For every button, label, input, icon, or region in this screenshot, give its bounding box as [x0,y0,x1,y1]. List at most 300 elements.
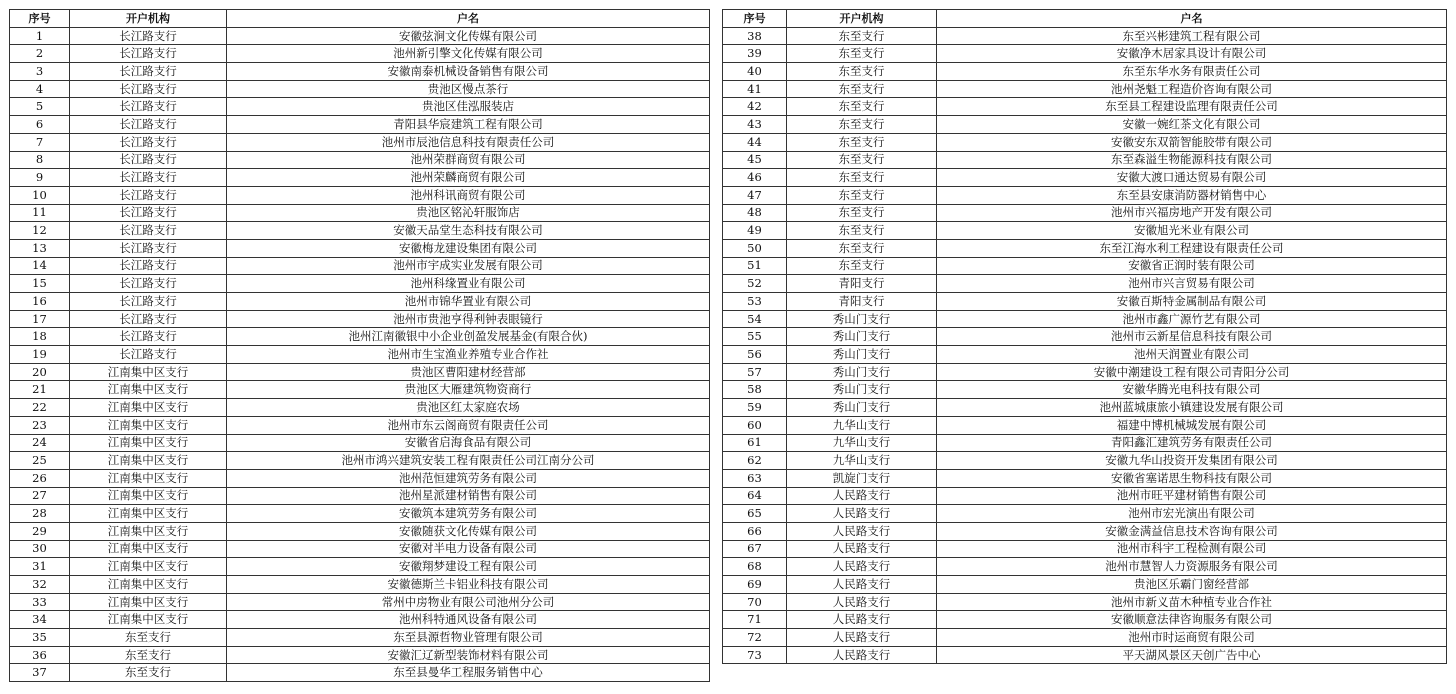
header-row [723,10,1447,28]
account-name-cell: 池州市贵池亨得利钟表眼镜行 [227,310,710,328]
table-row [10,239,710,257]
table-row [10,434,710,452]
seq-cell: 1 [10,27,70,45]
seq-cell: 14 [10,257,70,275]
table-row [10,27,710,45]
seq-cell: 31 [10,558,70,576]
branch-cell: 东至支行 [787,63,937,81]
table-row [723,275,1447,293]
branch-cell: 东至支行 [787,98,937,116]
account-name-cell: 安徽中潮建设工程有限公司青阳分公司 [937,363,1447,381]
seq-cell: 73 [723,646,787,664]
account-name-cell: 池州天润置业有限公司 [937,346,1447,364]
branch-cell: 长江路支行 [70,328,227,346]
branch-cell: 东至支行 [787,27,937,45]
branch-cell: 青阳支行 [787,293,937,311]
seq-cell: 28 [10,505,70,523]
account-name-cell: 安徽随获文化传媒有限公司 [227,522,710,540]
branch-cell: 九华山支行 [787,434,937,452]
branch-cell: 秀山门支行 [787,381,937,399]
branch-cell: 江南集中区支行 [70,558,227,576]
branch-cell: 东至支行 [787,133,937,151]
table-row [10,45,710,63]
branch-cell: 秀山门支行 [787,399,937,417]
table-row [723,522,1447,540]
branch-cell: 人民路支行 [787,505,937,523]
branch-cell: 江南集中区支行 [70,540,227,558]
table-row [723,558,1447,576]
account-name-cell: 安徽天品堂生态科技有限公司 [227,222,710,240]
branch-cell: 东至支行 [787,45,937,63]
table-row [10,80,710,98]
account-name-cell: 池州市鸿兴建筑安装工程有限责任公司江南分公司 [227,452,710,470]
seq-cell: 58 [723,381,787,399]
table-row [723,151,1447,169]
table-row [723,416,1447,434]
account-name-cell: 贵池区佳泓服装店 [227,98,710,116]
header-account-name: 户名 [227,10,710,28]
branch-cell: 长江路支行 [70,293,227,311]
table-row [10,169,710,187]
branch-cell: 江南集中区支行 [70,363,227,381]
branch-cell: 长江路支行 [70,27,227,45]
branch-cell: 东至支行 [787,116,937,134]
account-name-cell: 池州新引擎文化传媒有限公司 [227,45,710,63]
branch-cell: 人民路支行 [787,646,937,664]
seq-cell: 55 [723,328,787,346]
table-row [10,381,710,399]
account-name-cell: 东至森溢生物能源科技有限公司 [937,151,1447,169]
seq-cell: 24 [10,434,70,452]
branch-cell: 东至支行 [70,664,227,682]
table-row [723,505,1447,523]
account-name-cell: 安徽省正润时装有限公司 [937,257,1447,275]
seq-cell: 53 [723,293,787,311]
table-row [10,363,710,381]
branch-cell: 九华山支行 [787,416,937,434]
account-name-cell: 东至兴彬建筑工程有限公司 [937,27,1447,45]
seq-cell: 3 [10,63,70,81]
table-row [723,239,1447,257]
branch-cell: 人民路支行 [787,487,937,505]
table-row [10,452,710,470]
seq-cell: 46 [723,169,787,187]
seq-cell: 43 [723,116,787,134]
branch-cell: 长江路支行 [70,133,227,151]
branch-cell: 长江路支行 [70,222,227,240]
table-row [723,399,1447,417]
seq-cell: 7 [10,133,70,151]
table-row [723,381,1447,399]
seq-cell: 30 [10,540,70,558]
branch-cell: 人民路支行 [787,576,937,594]
branch-cell: 人民路支行 [787,558,937,576]
account-name-cell: 安徽顺意法律咨询服务有限公司 [937,611,1447,629]
seq-cell: 56 [723,346,787,364]
account-name-cell: 安徽翔梦建设工程有限公司 [227,558,710,576]
branch-cell: 九华山支行 [787,452,937,470]
account-name-cell: 池州江南徽银中小企业创盈发展基金(有限合伙) [227,328,710,346]
table-row [10,522,710,540]
seq-cell: 26 [10,469,70,487]
table-row [723,98,1447,116]
table-row [723,487,1447,505]
account-name-cell: 常州中房物业有限公司池州分公司 [227,593,710,611]
account-name-cell: 东至县曼华工程服务销售中心 [227,664,710,682]
table-row [10,133,710,151]
seq-cell: 65 [723,505,787,523]
seq-cell: 63 [723,469,787,487]
account-name-cell: 贵池区乐霸门窗经营部 [937,576,1447,594]
table-row [10,646,710,664]
seq-cell: 61 [723,434,787,452]
account-name-cell: 平天湖风景区天创广告中心 [937,646,1447,664]
account-name-cell: 安徽金满益信息技术咨询有限公司 [937,522,1447,540]
branch-cell: 江南集中区支行 [70,469,227,487]
seq-cell: 23 [10,416,70,434]
branch-cell: 长江路支行 [70,275,227,293]
account-name-cell: 贵池区慢点茶行 [227,80,710,98]
account-name-cell: 安徽安东双箭智能胶带有限公司 [937,133,1447,151]
account-name-cell: 池州市兴福房地产开发有限公司 [937,204,1447,222]
header-seq: 序号 [10,10,70,28]
account-name-cell: 池州市宇成实业发展有限公司 [227,257,710,275]
branch-cell: 青阳支行 [787,275,937,293]
seq-cell: 50 [723,239,787,257]
seq-cell: 33 [10,593,70,611]
account-name-cell: 安徽南泰机械设备销售有限公司 [227,63,710,81]
account-name-cell: 东至东华水务有限责任公司 [937,63,1447,81]
table-row [10,611,710,629]
header-seq: 序号 [723,10,787,28]
table-row [10,540,710,558]
account-name-cell: 池州市鑫广源竹艺有限公司 [937,310,1447,328]
account-name-cell: 池州市宏光演出有限公司 [937,505,1447,523]
seq-cell: 25 [10,452,70,470]
left-table-body [10,27,710,681]
table-row [10,310,710,328]
right-table-body [723,27,1447,664]
account-name-cell: 东至县源哲物业管理有限公司 [227,629,710,647]
seq-cell: 47 [723,186,787,204]
left-table [9,9,710,682]
branch-cell: 长江路支行 [70,80,227,98]
branch-cell: 江南集中区支行 [70,452,227,470]
branch-cell: 江南集中区支行 [70,593,227,611]
account-name-cell: 池州科特通风设备有限公司 [227,611,710,629]
seq-cell: 36 [10,646,70,664]
account-name-cell: 东至江海水利工程建设有限责任公司 [937,239,1447,257]
table-row [10,222,710,240]
branch-cell: 江南集中区支行 [70,434,227,452]
seq-cell: 64 [723,487,787,505]
branch-cell: 秀山门支行 [787,310,937,328]
table-row [10,98,710,116]
account-name-cell: 贵池区大雁建筑物资商行 [227,381,710,399]
account-name-cell: 安徽净木居家具设计有限公司 [937,45,1447,63]
seq-cell: 22 [10,399,70,417]
branch-cell: 东至支行 [70,646,227,664]
table-row [723,204,1447,222]
account-name-cell: 池州市锦华置业有限公司 [227,293,710,311]
branch-cell: 江南集中区支行 [70,487,227,505]
account-name-cell: 东至县工程建设监理有限责任公司 [937,98,1447,116]
seq-cell: 32 [10,576,70,594]
account-name-cell: 安徽筑本建筑劳务有限公司 [227,505,710,523]
account-name-cell: 池州科缘置业有限公司 [227,275,710,293]
table-row [10,576,710,594]
account-name-cell: 池州市云新星信息科技有限公司 [937,328,1447,346]
account-name-cell: 池州市兴言贸易有限公司 [937,275,1447,293]
account-name-cell: 池州尧魁工程造价咨询有限公司 [937,80,1447,98]
branch-cell: 东至支行 [787,239,937,257]
seq-cell: 6 [10,116,70,134]
account-name-cell: 池州范恒建筑劳务有限公司 [227,469,710,487]
seq-cell: 39 [723,45,787,63]
seq-cell: 40 [723,63,787,81]
account-name-cell: 青阳县华宸建筑工程有限公司 [227,116,710,134]
table-row [10,593,710,611]
seq-cell: 21 [10,381,70,399]
account-name-cell: 安徽百斯特金属制品有限公司 [937,293,1447,311]
branch-cell: 秀山门支行 [787,346,937,364]
table-row [723,45,1447,63]
seq-cell: 9 [10,169,70,187]
seq-cell: 52 [723,275,787,293]
branch-cell: 长江路支行 [70,346,227,364]
account-name-cell: 池州市辰池信息科技有限责任公司 [227,133,710,151]
seq-cell: 34 [10,611,70,629]
table-row [10,399,710,417]
table-row [10,116,710,134]
account-name-cell: 安徽对半电力设备有限公司 [227,540,710,558]
table-row [723,310,1447,328]
seq-cell: 2 [10,45,70,63]
branch-cell: 江南集中区支行 [70,399,227,417]
table-row [723,222,1447,240]
table-row [723,116,1447,134]
seq-cell: 67 [723,540,787,558]
branch-cell: 东至支行 [787,169,937,187]
branch-cell: 东至支行 [787,80,937,98]
seq-cell: 35 [10,629,70,647]
account-name-cell: 池州市生宝渔业养殖专业合作社 [227,346,710,364]
account-name-cell: 池州市慧智人力资源服务有限公司 [937,558,1447,576]
branch-cell: 长江路支行 [70,151,227,169]
branch-cell: 东至支行 [787,186,937,204]
branch-cell: 长江路支行 [70,257,227,275]
account-name-cell: 池州市科宇工程检测有限公司 [937,540,1447,558]
branch-cell: 江南集中区支行 [70,505,227,523]
account-name-cell: 贵池区红太家庭农场 [227,399,710,417]
branch-cell: 江南集中区支行 [70,611,227,629]
table-row [10,469,710,487]
table-row [723,540,1447,558]
account-name-cell: 池州蓝城康旅小镇建设发展有限公司 [937,399,1447,417]
header-account-name: 户名 [937,10,1447,28]
seq-cell: 29 [10,522,70,540]
seq-cell: 48 [723,204,787,222]
branch-cell: 凯旋门支行 [787,469,937,487]
account-name-cell: 池州市东云阁商贸有限责任公司 [227,416,710,434]
branch-cell: 东至支行 [787,151,937,169]
table-row [723,133,1447,151]
table-row [723,629,1447,647]
table-row [723,646,1447,664]
table-row [10,505,710,523]
branch-cell: 东至支行 [70,629,227,647]
table-row [10,346,710,364]
table-row [723,469,1447,487]
seq-cell: 41 [723,80,787,98]
account-name-cell: 安徽省启海食品有限公司 [227,434,710,452]
table-row [10,558,710,576]
seq-cell: 27 [10,487,70,505]
account-name-cell: 安徽九华山投资开发集团有限公司 [937,452,1447,470]
account-name-cell: 池州科讯商贸有限公司 [227,186,710,204]
table-row [10,151,710,169]
account-name-cell: 安徽省塞诺思生物科技有限公司 [937,469,1447,487]
seq-cell: 59 [723,399,787,417]
table-row [723,328,1447,346]
branch-cell: 人民路支行 [787,522,937,540]
seq-cell: 37 [10,664,70,682]
branch-cell: 江南集中区支行 [70,576,227,594]
table-row [723,434,1447,452]
seq-cell: 4 [10,80,70,98]
branch-cell: 长江路支行 [70,169,227,187]
table-row [10,257,710,275]
header-row [10,10,710,28]
branch-cell: 秀山门支行 [787,363,937,381]
seq-cell: 72 [723,629,787,647]
seq-cell: 17 [10,310,70,328]
account-name-cell: 安徽弦涧文化传媒有限公司 [227,27,710,45]
seq-cell: 57 [723,363,787,381]
account-name-cell: 安徽一婉红茶文化有限公司 [937,116,1447,134]
table-row [723,63,1447,81]
table-row [10,204,710,222]
header-branch: 开户机构 [787,10,937,28]
seq-cell: 15 [10,275,70,293]
account-name-cell: 安徽梅龙建设集团有限公司 [227,239,710,257]
seq-cell: 8 [10,151,70,169]
seq-cell: 13 [10,239,70,257]
account-name-cell: 池州星派建材销售有限公司 [227,487,710,505]
seq-cell: 12 [10,222,70,240]
account-name-cell: 东至县安康消防器材销售中心 [937,186,1447,204]
account-name-cell: 池州市新义苗木种植专业合作社 [937,593,1447,611]
seq-cell: 10 [10,186,70,204]
account-name-cell: 池州荣群商贸有限公司 [227,151,710,169]
seq-cell: 18 [10,328,70,346]
branch-cell: 秀山门支行 [787,328,937,346]
account-name-cell: 安徽华腾光电科技有限公司 [937,381,1447,399]
branch-cell: 长江路支行 [70,204,227,222]
branch-cell: 东至支行 [787,222,937,240]
branch-cell: 人民路支行 [787,629,937,647]
table-row [10,275,710,293]
account-name-cell: 池州市时运商贸有限公司 [937,629,1447,647]
branch-cell: 长江路支行 [70,239,227,257]
header-branch: 开户机构 [70,10,227,28]
table-row [723,80,1447,98]
account-name-cell: 贵池区铭沁轩服饰店 [227,204,710,222]
seq-cell: 71 [723,611,787,629]
account-name-cell: 安徽旭光米业有限公司 [937,222,1447,240]
seq-cell: 66 [723,522,787,540]
table-row [723,293,1447,311]
seq-cell: 19 [10,346,70,364]
table-row [10,63,710,81]
table-row [723,169,1447,187]
table-row [723,576,1447,594]
seq-cell: 62 [723,452,787,470]
account-name-cell: 池州市旺平建材销售有限公司 [937,487,1447,505]
branch-cell: 江南集中区支行 [70,416,227,434]
table-row [723,186,1447,204]
branch-cell: 长江路支行 [70,45,227,63]
table-row [10,487,710,505]
account-name-cell: 贵池区曹阳建材经营部 [227,363,710,381]
table-row [10,416,710,434]
branch-cell: 长江路支行 [70,98,227,116]
seq-cell: 68 [723,558,787,576]
seq-cell: 44 [723,133,787,151]
seq-cell: 60 [723,416,787,434]
seq-cell: 54 [723,310,787,328]
table-row [10,629,710,647]
branch-cell: 江南集中区支行 [70,381,227,399]
table-row [10,186,710,204]
seq-cell: 20 [10,363,70,381]
table-row [723,346,1447,364]
seq-cell: 51 [723,257,787,275]
branch-cell: 长江路支行 [70,310,227,328]
table-row [723,363,1447,381]
account-name-cell: 安徽德斯兰卡铝业科技有限公司 [227,576,710,594]
branch-cell: 人民路支行 [787,593,937,611]
branch-cell: 东至支行 [787,204,937,222]
seq-cell: 11 [10,204,70,222]
table-row [723,257,1447,275]
table-row [723,27,1447,45]
seq-cell: 42 [723,98,787,116]
account-name-cell: 福建中博机械城发展有限公司 [937,416,1447,434]
table-row [723,611,1447,629]
branch-cell: 江南集中区支行 [70,522,227,540]
seq-cell: 69 [723,576,787,594]
branch-cell: 长江路支行 [70,63,227,81]
right-table [722,9,1447,664]
branch-cell: 长江路支行 [70,186,227,204]
table-row [723,593,1447,611]
table-row [10,664,710,682]
table-row [10,293,710,311]
branch-cell: 人民路支行 [787,611,937,629]
table-row [10,328,710,346]
seq-cell: 16 [10,293,70,311]
branch-cell: 东至支行 [787,257,937,275]
branch-cell: 人民路支行 [787,540,937,558]
account-name-cell: 安徽汇辽新型装饰材料有限公司 [227,646,710,664]
seq-cell: 45 [723,151,787,169]
seq-cell: 49 [723,222,787,240]
account-name-cell: 安徽大渡口通达贸易有限公司 [937,169,1447,187]
account-name-cell: 池州荣麟商贸有限公司 [227,169,710,187]
branch-cell: 长江路支行 [70,116,227,134]
seq-cell: 5 [10,98,70,116]
